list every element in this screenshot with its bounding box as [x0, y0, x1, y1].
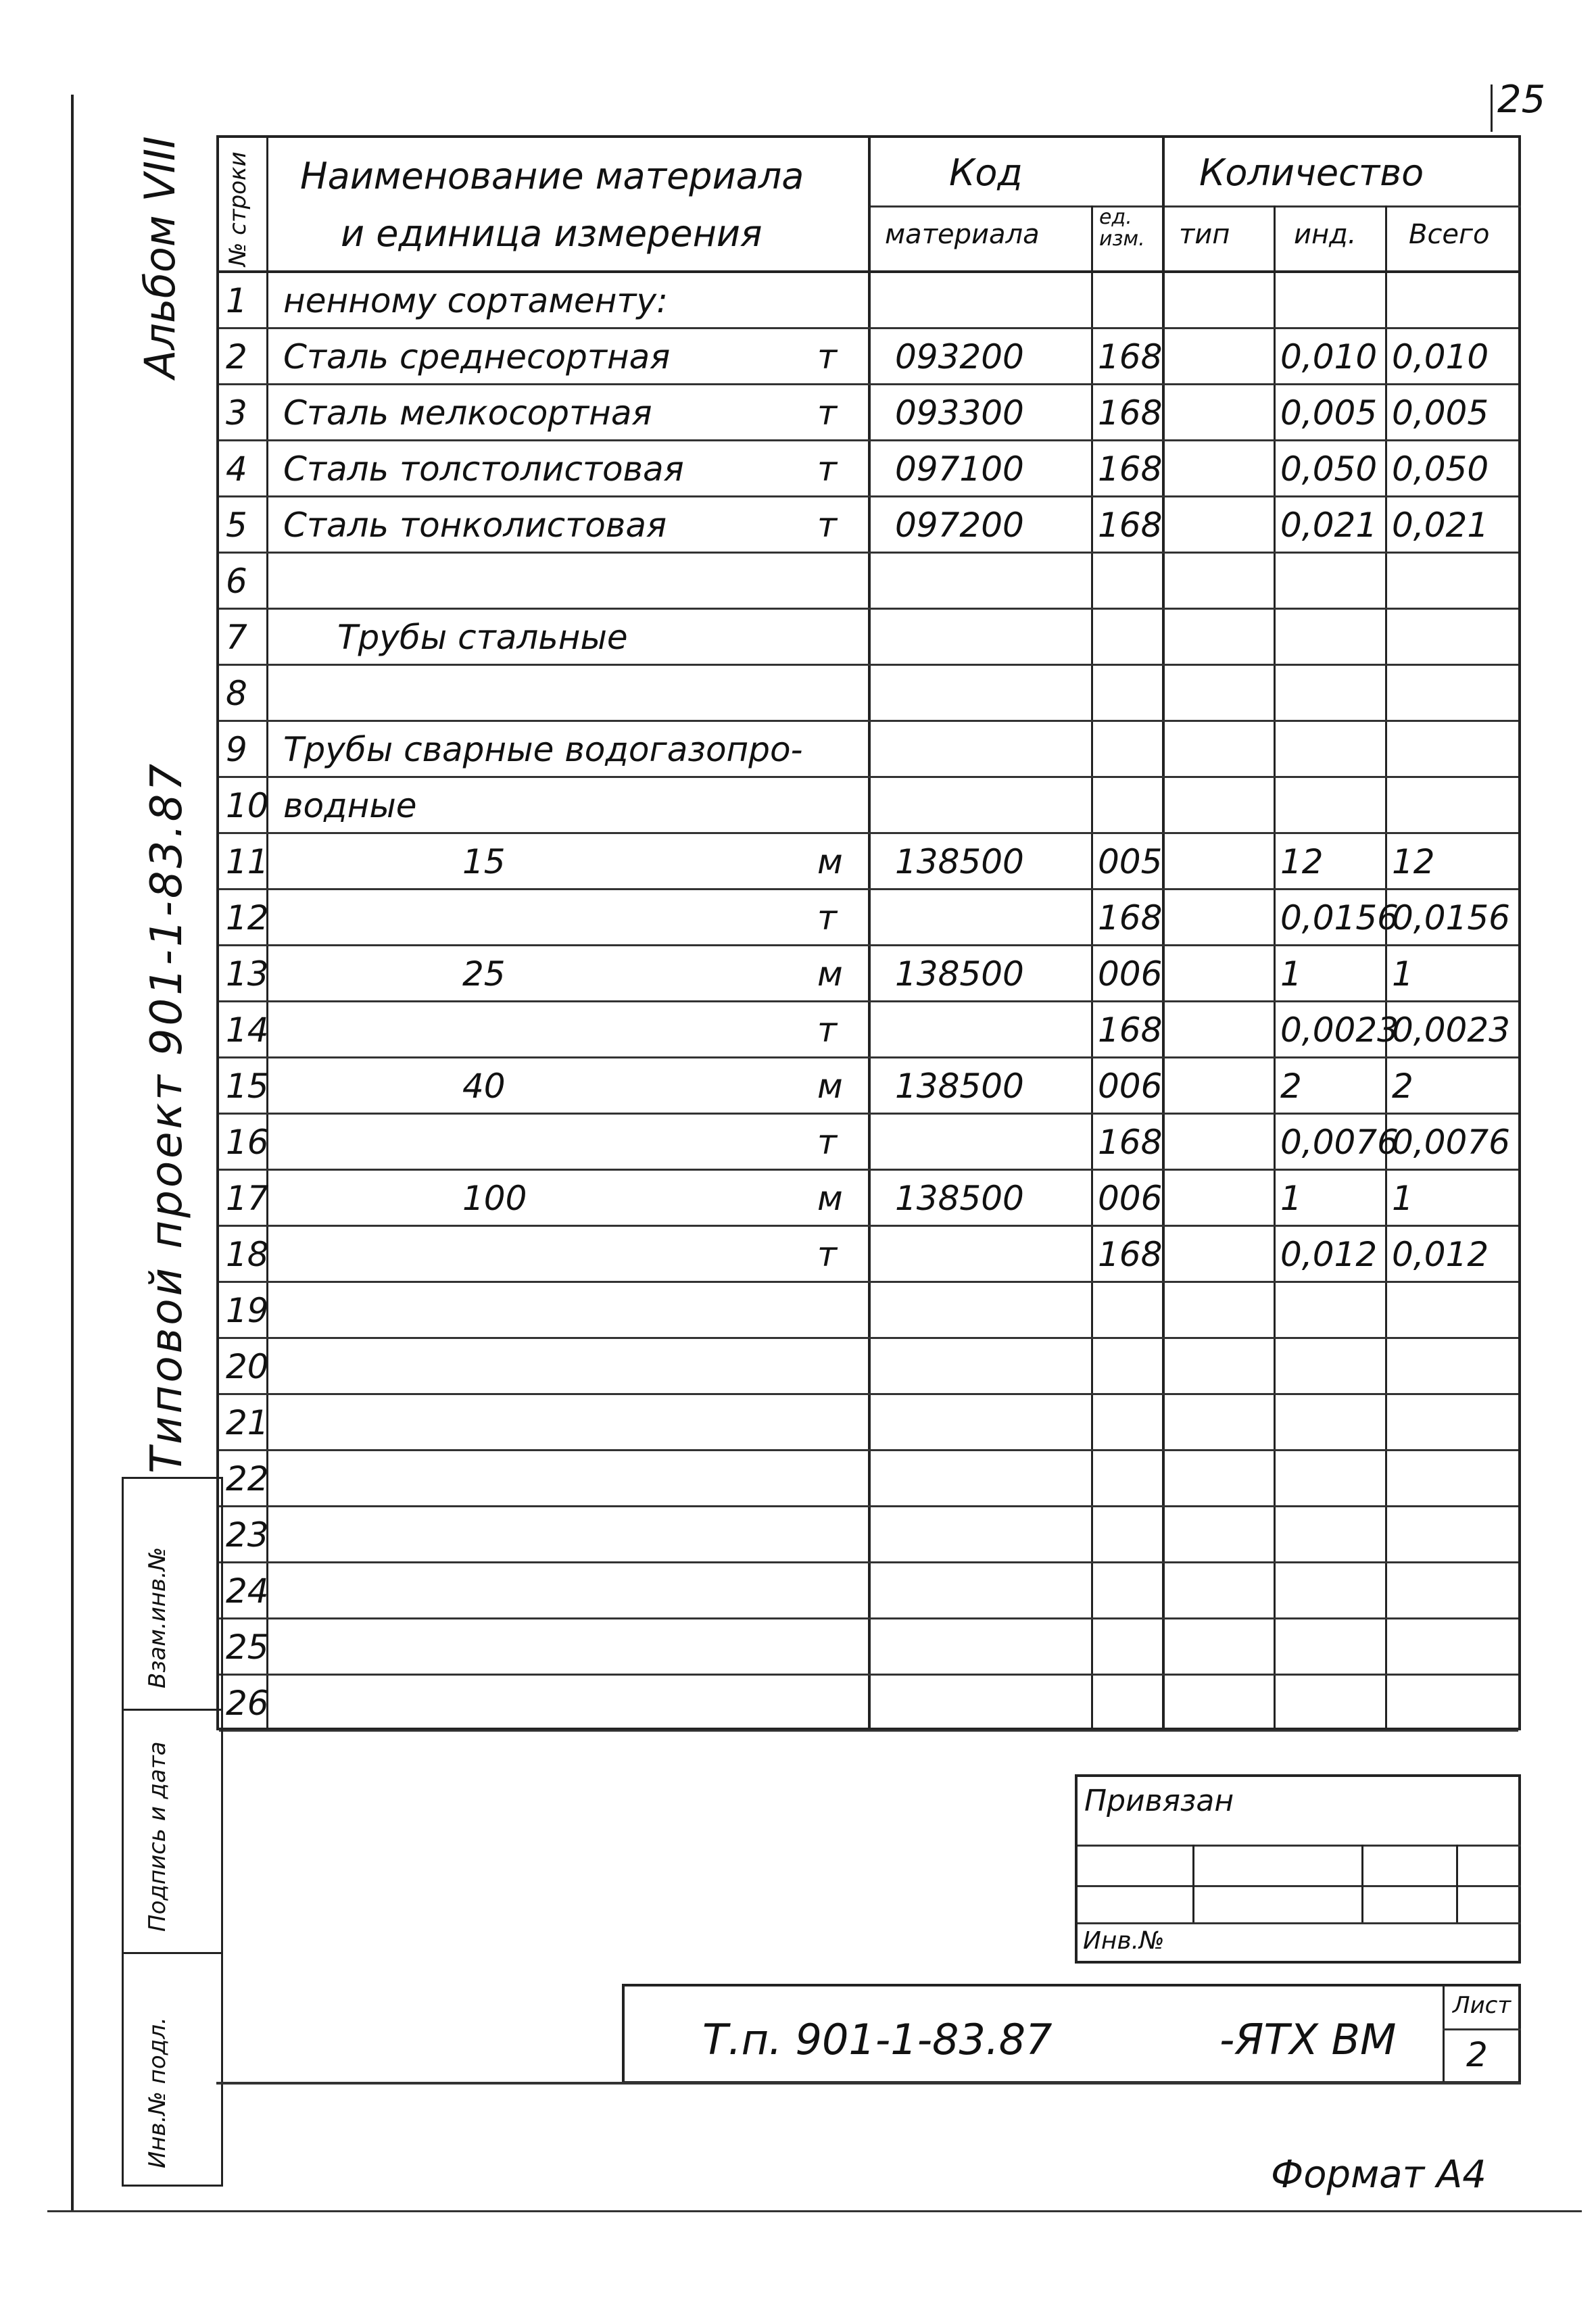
table-row [219, 1619, 1518, 1676]
qty-total: 0,0076 [1392, 1123, 1510, 1162]
material-code: 093200 [895, 337, 1024, 376]
privyazan-vline-2 [1361, 1845, 1363, 1922]
row-number: 13 [226, 954, 269, 994]
unit: т [817, 506, 838, 545]
unit-code: 006 [1098, 1179, 1163, 1218]
table-row [219, 722, 1518, 778]
qty-total: 0,010 [1392, 337, 1489, 376]
qty-ind: 1 [1280, 1179, 1302, 1218]
privyazan-vline-3 [1456, 1845, 1458, 1922]
row-number: 19 [226, 1291, 269, 1330]
unit: т [817, 393, 838, 433]
material-name: Сталь среднесортная [283, 337, 671, 376]
table-row [219, 1002, 1518, 1058]
qty-total: 0,050 [1392, 449, 1489, 489]
header-name-line2: и единица измерения [341, 212, 763, 255]
header-name-line1: Наименование материала [300, 155, 804, 197]
qty-total: 1 [1392, 1179, 1413, 1218]
material-name: 25 [462, 954, 506, 994]
sheet-label: Лист [1453, 1992, 1512, 2019]
material-name: Трубы сварные водогазопро- [283, 730, 803, 769]
unit-code: 006 [1098, 1067, 1163, 1106]
row-number: 21 [226, 1403, 269, 1442]
row-number: 6 [226, 562, 247, 601]
header-qty-ind: инд. [1294, 219, 1357, 250]
table-row [219, 441, 1518, 497]
header-code-unit: ед. изм. [1099, 205, 1145, 251]
material-code: 097200 [895, 506, 1024, 545]
row-divider [219, 1730, 1518, 1732]
privyazan-block [1075, 1774, 1521, 1964]
header-qty-type: тип [1179, 219, 1230, 250]
privyazan-label: Привязан [1084, 1784, 1234, 1818]
frame-bottom-line [47, 2210, 1582, 2212]
qty-ind: 0,0076 [1280, 1123, 1399, 1162]
unit-code: 168 [1098, 506, 1163, 545]
inv-no-label: Инв.№ [1083, 1927, 1165, 1955]
side-stamp-inv: Инв.№ подл. [144, 2017, 171, 2168]
row-number: 25 [226, 1628, 269, 1667]
table-row [219, 385, 1518, 441]
privyazan-vline-1 [1192, 1845, 1194, 1922]
unit-code: 168 [1098, 1010, 1163, 1050]
side-stamp-podpis: Подпись и дата [144, 1741, 171, 1932]
material-name: 100 [462, 1179, 527, 1218]
header-quantity: Количество [1199, 151, 1424, 194]
table-row [219, 1171, 1518, 1227]
table-row [219, 1227, 1518, 1283]
album-label: Альбом VIII [135, 136, 185, 379]
privyazan-line-2 [1078, 1885, 1521, 1887]
row-number: 2 [226, 337, 247, 376]
row-number: 5 [226, 506, 247, 545]
table-row [219, 1563, 1518, 1619]
sheet-number: 2 [1466, 2035, 1488, 2074]
header-row-number: № строки [224, 151, 251, 266]
row-number: 10 [226, 786, 269, 825]
table-row [219, 1283, 1518, 1339]
qty-ind: 2 [1280, 1067, 1302, 1106]
unit: т [817, 1010, 838, 1050]
table-row [219, 1115, 1518, 1171]
unit: т [817, 449, 838, 489]
qty-total: 0,021 [1392, 506, 1489, 545]
unit-code: 006 [1098, 954, 1163, 994]
row-number: 16 [226, 1123, 269, 1162]
table-row [219, 1395, 1518, 1451]
format-label: Формат А4 [1271, 2153, 1486, 2197]
material-code: 093300 [895, 393, 1024, 433]
qty-ind: 0,021 [1280, 506, 1378, 545]
unit-code: 168 [1098, 898, 1163, 937]
table-row [219, 497, 1518, 554]
material-code: 138500 [895, 1179, 1024, 1218]
unit: м [817, 842, 843, 881]
qty-total: 0,012 [1392, 1235, 1489, 1274]
qty-ind: 0,005 [1280, 393, 1378, 433]
unit: т [817, 1123, 838, 1162]
unit-code: 168 [1098, 1123, 1163, 1162]
project-label: Типовой проект 901-1-83.87 [142, 760, 192, 1473]
material-name: водные [283, 786, 417, 825]
table-row [219, 666, 1518, 722]
material-name: 40 [462, 1067, 506, 1106]
unit: м [817, 1067, 843, 1106]
qty-total: 12 [1392, 842, 1435, 881]
row-number: 18 [226, 1235, 269, 1274]
title-block [622, 1984, 1521, 2084]
unit-code: 005 [1098, 842, 1163, 881]
table-row [219, 778, 1518, 834]
header-subdivider [868, 205, 1521, 208]
unit-code: 168 [1098, 393, 1163, 433]
material-name: Сталь мелкосортная [283, 393, 652, 433]
table-row [219, 554, 1518, 610]
sheet-cell-divider [1443, 1987, 1445, 2084]
unit: т [817, 898, 838, 937]
qty-ind: 0,0023 [1280, 1010, 1399, 1050]
privyazan-line-3 [1078, 1922, 1521, 1924]
privyazan-line-1 [1078, 1845, 1521, 1847]
qty-ind: 12 [1280, 842, 1324, 881]
header-code-material: материала [885, 219, 1040, 250]
unit: м [817, 1179, 843, 1218]
header-code: Код [949, 151, 1023, 194]
material-code: 097100 [895, 449, 1024, 489]
table-row [219, 1058, 1518, 1115]
material-name: ненному сортаменту: [283, 281, 668, 320]
material-code: 138500 [895, 842, 1024, 881]
row-number: 24 [226, 1571, 269, 1611]
table-row [219, 329, 1518, 385]
qty-ind: 1 [1280, 954, 1302, 994]
unit-code: 168 [1098, 449, 1163, 489]
row-number: 7 [226, 618, 247, 657]
material-name: Трубы стальные [337, 618, 628, 657]
page-number-divider [1491, 84, 1493, 132]
qty-ind: 0,050 [1280, 449, 1378, 489]
designation: Т.п. 901-1-83.87 [702, 2015, 1053, 2064]
row-number: 23 [226, 1515, 269, 1555]
row-number: 9 [226, 730, 247, 769]
unit: т [817, 337, 838, 376]
row-number: 8 [226, 674, 247, 713]
qty-ind: 0,012 [1280, 1235, 1378, 1274]
table-row [219, 610, 1518, 666]
qty-ind: 0,010 [1280, 337, 1378, 376]
row-number: 11 [226, 842, 269, 881]
material-code: 138500 [895, 1067, 1024, 1106]
unit-code: 168 [1098, 337, 1163, 376]
table-row [219, 1451, 1518, 1507]
table-row [219, 1676, 1518, 1732]
material-name: Сталь толстолистовая [283, 449, 684, 489]
row-number: 3 [226, 393, 247, 433]
sheet-cell-hline [1443, 2028, 1521, 2030]
side-stamp-divider-1 [124, 1709, 221, 1711]
table-row [219, 834, 1518, 890]
material-name: Сталь тонколистовая [283, 506, 667, 545]
table-row [219, 273, 1518, 329]
row-number: 4 [226, 449, 247, 489]
page-number: 25 [1497, 78, 1546, 122]
designation-suffix: -ЯТХ ВМ [1219, 2015, 1397, 2064]
row-number: 20 [226, 1347, 269, 1386]
unit: м [817, 954, 843, 994]
frame-left-line [71, 95, 74, 2210]
unit-code: 168 [1098, 1235, 1163, 1274]
material-name: 15 [462, 842, 506, 881]
qty-total: 1 [1392, 954, 1413, 994]
qty-total: 2 [1392, 1067, 1413, 1106]
side-stamp-divider-2 [124, 1952, 221, 1954]
qty-ind: 0,0156 [1280, 898, 1399, 937]
unit: т [817, 1235, 838, 1274]
side-stamp [122, 1477, 223, 2187]
row-number: 15 [226, 1067, 269, 1106]
qty-total: 0,0156 [1392, 898, 1510, 937]
row-number: 22 [226, 1459, 269, 1498]
row-number: 17 [226, 1179, 269, 1218]
table-row [219, 890, 1518, 946]
row-number: 14 [226, 1010, 269, 1050]
table-row [219, 1507, 1518, 1563]
qty-total: 0,0023 [1392, 1010, 1510, 1050]
header-qty-total: Всего [1409, 219, 1490, 250]
table-row [219, 1339, 1518, 1395]
qty-total: 0,005 [1392, 393, 1489, 433]
title-block-baseline [216, 2082, 1521, 2085]
table-row [219, 946, 1518, 1002]
side-stamp-vzam: Взам.инв.№ [144, 1546, 171, 1688]
row-number: 26 [226, 1684, 269, 1723]
row-number: 1 [226, 281, 247, 320]
row-number: 12 [226, 898, 269, 937]
material-code: 138500 [895, 954, 1024, 994]
specification-table [216, 135, 1521, 1730]
